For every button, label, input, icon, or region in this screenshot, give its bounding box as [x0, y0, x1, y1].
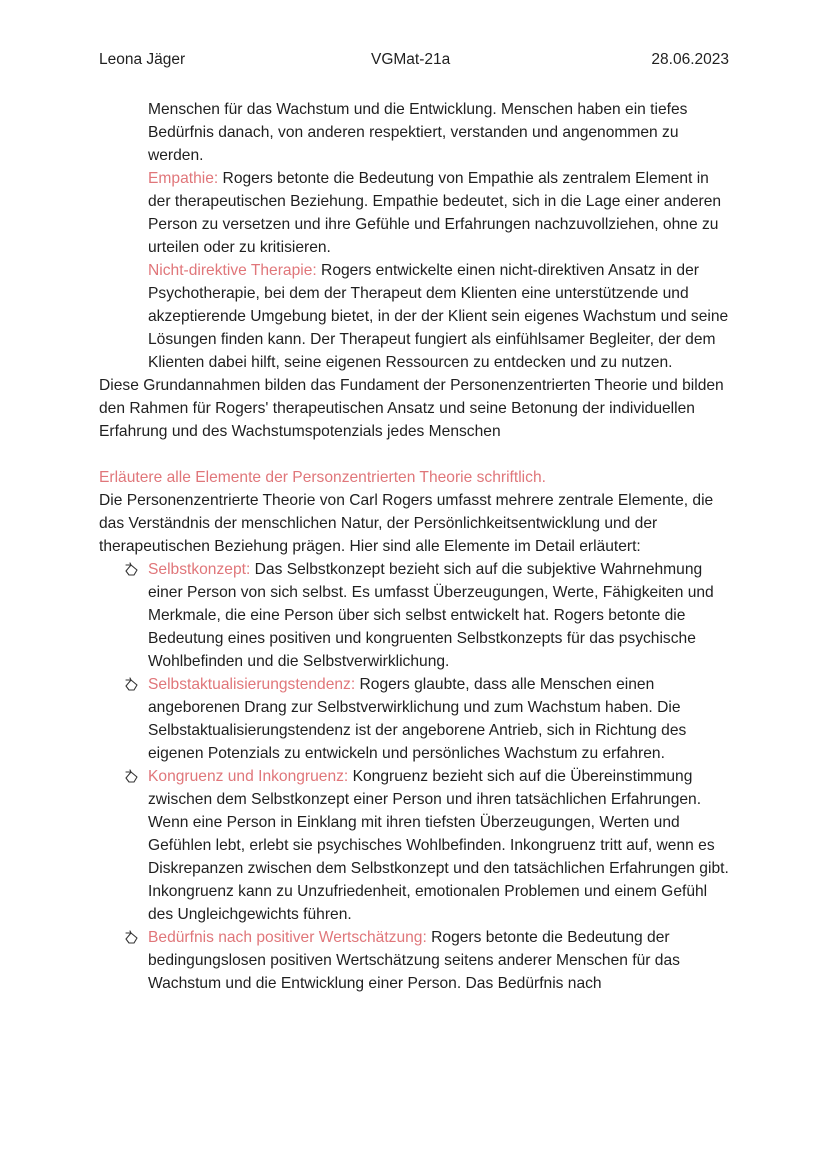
- header-author: Leona Jäger: [99, 51, 186, 68]
- term-description: Rogers betonte die Bedeutung der bedingungslosen positiven Wertschätzung seitens anderer Menschen für das Wachstum und die Entwicklung einer Person. Das Bedürfnis nach: [148, 929, 680, 992]
- hand-pointing-right-icon: [125, 677, 139, 691]
- header-date: 28.06.2023: [651, 51, 729, 68]
- hand-pointing-right-icon: [125, 562, 139, 576]
- document-body: [99, 98, 731, 995]
- hand-pointing-right-icon: [125, 769, 139, 783]
- term-description: Rogers glaubte, dass alle Menschen einen angeborenen Drang zur Selbstverwirklichung und zum Wachstum haben. Die Selbstaktualisierungstendenz ist der angeborene Antrieb, sich in Richtung des eigenen Potenzials zu entwickeln und persönliches Wachstum zu erfahren.: [148, 676, 687, 762]
- term-description: Rogers entwickelte einen nicht-direktiven Ansatz in der Psychotherapie, bei dem der Therapeut dem Klienten eine unterstützende und akzeptierende Umgebung bietet, in der der Klient sein eigenes Wachstum und seine Lösungen finden kann. Der Therapeut fungiert als einfühlsamer Begleiter, der dem Klienten dabei hilft, seine eigenen Ressourcen zu entdecken und zu nutzen.: [148, 262, 729, 371]
- hand-pointing-right-icon: [125, 930, 139, 944]
- intro-indented-block: [99, 98, 731, 374]
- term-label: Selbstaktualisierungstendenz:: [148, 676, 356, 693]
- term-description: Kongruenz bezieht sich auf die Übereinstimmung zwischen dem Selbstkonzept einer Person und ihren tatsächlichen Erfahrungen. Wenn eine Person in Einklang mit ihren tiefsten Überzeugungen, Werten und Gefühlen lebt, erlebt sie psychisches Wohlbefinden. Inkongruenz tritt auf, wenn es Diskrepanzen zwischen dem Selbstkonzept und den tatsächlichen Erfahrungen gibt. Inkongruenz kann zu Unzufriedenheit, emotionalen Problemen und einem Gefühl des Ungleichgewichts führen.: [148, 768, 729, 923]
- intro-conclusion: Diese Grundannahmen bilden das Fundament der Personenzentrierten Theorie und bilden den Rahmen für Rogers' therapeutischen Ansatz und seine Betonung der individuellen Erfahrung und des Wachstumspotenzials jedes Menschen: [99, 377, 724, 440]
- header-class: VGMat-21a: [371, 51, 451, 68]
- intro-item-empathie: [148, 167, 731, 259]
- term-label: Nicht-direktive Therapie:: [148, 262, 317, 279]
- list-item: [99, 673, 731, 765]
- list-item: [99, 765, 731, 926]
- page-header: [99, 49, 729, 73]
- list-item: [99, 558, 731, 673]
- list-item: [99, 926, 731, 995]
- elements-list: [99, 558, 731, 995]
- section-intro: Die Personenzentrierte Theorie von Carl Rogers umfasst mehrere zentrale Elemente, die das Verständnis der menschlichen Natur, der Persönlichkeitsentwicklung und der therapeutischen Beziehung prägen. Hier sind alle Elemente im Detail erläutert:: [99, 492, 714, 555]
- term-label: Empathie:: [148, 170, 219, 187]
- term-description: Rogers betonte die Bedeutung von Empathie als zentralem Element in der therapeutischen Beziehung. Empathie bedeutet, sich in die Lage einer anderen Person zu versetzen und ihre Gefühle und Erfahrungen nachzuvollziehen, ohne zu urteilen oder zu kritisieren.: [148, 170, 722, 256]
- term-label: Bedürfnis nach positiver Wertschätzung:: [148, 929, 427, 946]
- term-label: Kongruenz und Inkongruenz:: [148, 768, 349, 785]
- term-label: Selbstkonzept:: [148, 561, 251, 578]
- section-heading: Erläutere alle Elemente der Personzentrierten Theorie schriftlich.: [99, 469, 546, 486]
- intro-item-nicht-direktive-therapie: [148, 259, 731, 374]
- intro-continuation: Menschen für das Wachstum und die Entwicklung. Menschen haben ein tiefes Bedürfnis danach, von anderen respektiert, verstanden und angenommen zu werden.: [148, 101, 688, 164]
- term-description: Das Selbstkonzept bezieht sich auf die subjektive Wahrnehmung einer Person von sich selbst. Es umfasst Überzeugungen, Werte, Fähigkeiten und Merkmale, die eine Person über sich selbst entwickelt hat. Rogers betonte die Bedeutung eines positiven und kongruenten Selbstkonzepts für das psychische Wohlbefinden und die Selbstverwirklichung.: [148, 561, 714, 670]
